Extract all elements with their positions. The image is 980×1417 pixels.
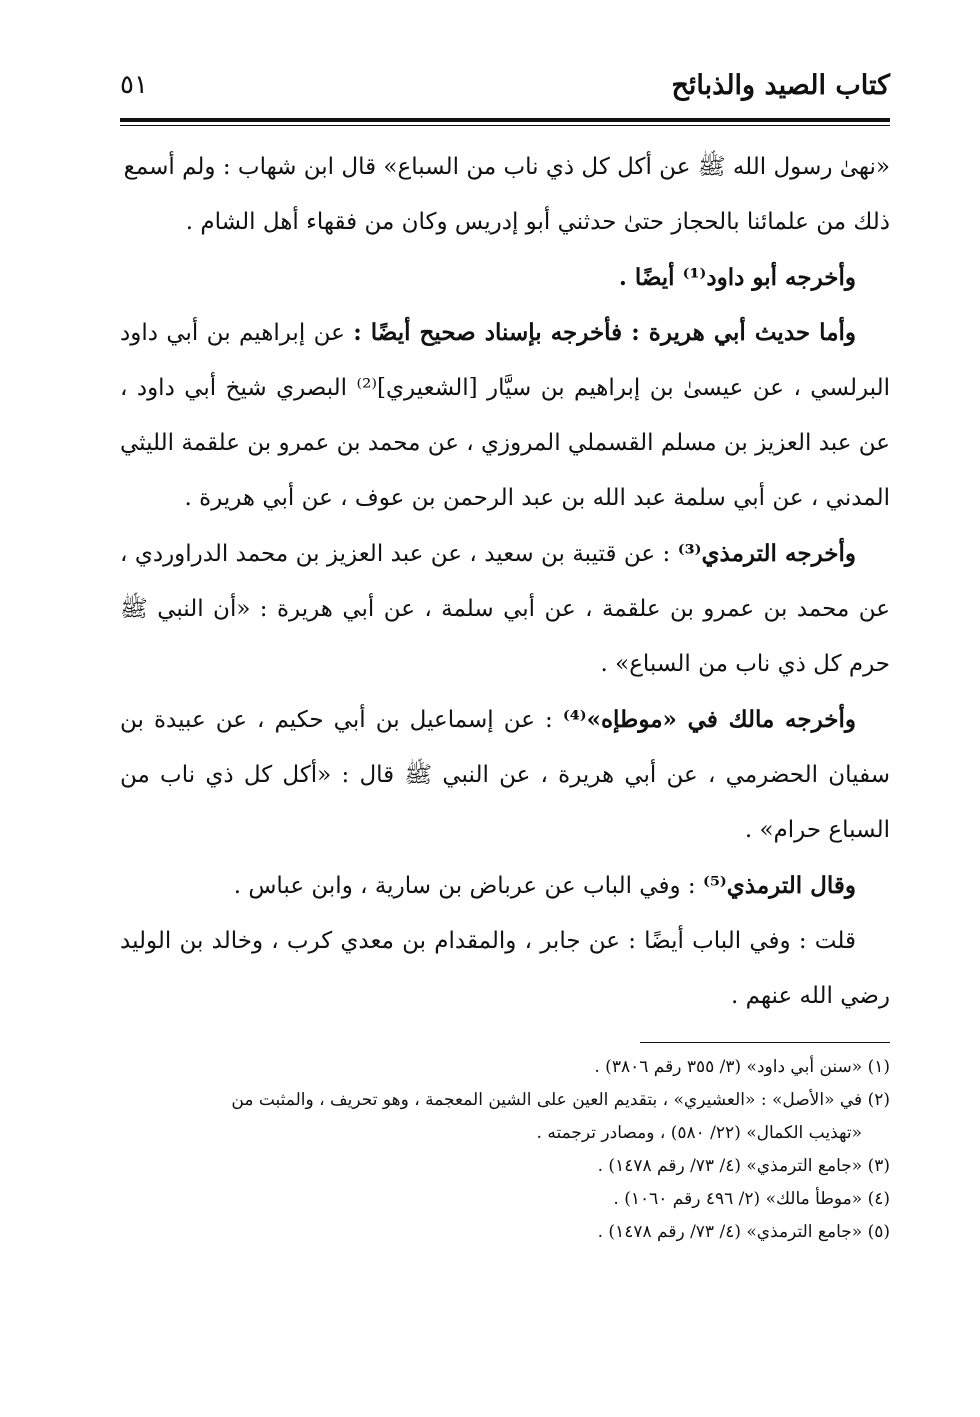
footnote-2: (٢) في «الأصل» : «العشيري» ، بتقديم العين على الشين المعجمة ، وهو تحريف ، والمثبت من (231, 1090, 890, 1110)
main-text (120, 140, 890, 1024)
paragraph-6 (120, 858, 890, 914)
p5-lead: وأخرجه مالك في «موطإه»⁽⁴⁾ (562, 706, 856, 733)
footnote-5: (٥) «جامع الترمذي» (٤/ ٧٣/ رقم ١٤٧٨) . (597, 1222, 890, 1242)
p4-lead: وأخرجه الترمذي⁽³⁾ (677, 540, 856, 567)
page-header (120, 60, 890, 118)
paragraph-7: قلت : وفي الباب أيضًا : عن جابر ، والمقدام بن معدي كرب ، وخالد بن الوليد رضي الله عنهم . (120, 928, 890, 1009)
footnote-4: (٤) «موطأ مالك» (٢/ ٤٩٦ رقم ١٠٦٠) . (613, 1189, 890, 1209)
footnote-2-continued: «تهذيب الكمال» (٢٢/ ٥٨٠) ، ومصادر ترجمته . (536, 1123, 862, 1143)
footnotes (120, 1051, 890, 1249)
running-title: كتاب الصيد والذبائح (671, 70, 890, 101)
p4-text: : عن قتيبة بن سعيد ، عن عبد العزيز بن محمد الدراوردي ، عن محمد بن عمرو بن علقمة ، عن أبي سلمة ، عن أبي هريرة : «أن النبي ﷺ حرم كل ذي ناب من السباع» . (120, 541, 890, 677)
page-number: ٥١ (120, 70, 148, 100)
p1-line-2: ذلك من علمائنا بالحجاز حتىٰ حدثني أبو إدريس وكان من فقهاء أهل الشام . (185, 209, 890, 235)
header-rule-thin (120, 125, 890, 126)
p6-lead: وقال الترمذي⁽⁵⁾ (702, 872, 856, 899)
paragraph-4 (120, 526, 890, 692)
paragraph-1 (120, 140, 890, 250)
paragraph-2: وأخرجه أبو داود⁽¹⁾ أيضًا . (618, 264, 856, 291)
paragraph-5 (120, 692, 890, 858)
p1-line-1: «نهىٰ رسول الله ﷺ عن أكل كل ذي ناب من السباع» قال ابن شهاب : ولم أسمع (123, 154, 890, 180)
footnote-3: (٣) «جامع الترمذي» (٤/ ٧٣/ رقم ١٤٧٨) . (597, 1156, 890, 1176)
p3-text: عن إبراهيم بن أبي داود البرلسي ، عن عيسىٰ بن إبراهيم بن سيَّار [الشعيري]⁽²⁾ البصري شيخ أبي داود ، عن عبد العزيز بن مسلم القسملي المروزي ، عن محمد بن عمرو بن علقمة الليثي المدني ، عن أبي سلمة عبد الله بن عبد الرحمن بن عوف ، عن أبي هريرة . (120, 320, 890, 511)
header-rule (120, 118, 890, 122)
book-page (120, 60, 890, 1360)
paragraph-3 (120, 305, 890, 526)
p6-text: : وفي الباب عن عرباض بن سارية ، وابن عباس . (233, 873, 703, 899)
footnote-rule (640, 1042, 890, 1043)
p5-text: : عن إسماعيل بن أبي حكيم ، عن عبيدة بن سفيان الحضرمي ، عن أبي هريرة ، عن النبي ﷺ قال : «أكل كل ذي ناب من السباع حرام» . (120, 707, 890, 843)
p3-lead: وأما حديث أبي هريرة : فأخرجه بإسناد صحيح أيضًا : (353, 319, 857, 346)
footnote-1: (١) «سنن أبي داود» (٣/ ٣٥٥ رقم ٣٨٠٦) . (594, 1057, 890, 1077)
